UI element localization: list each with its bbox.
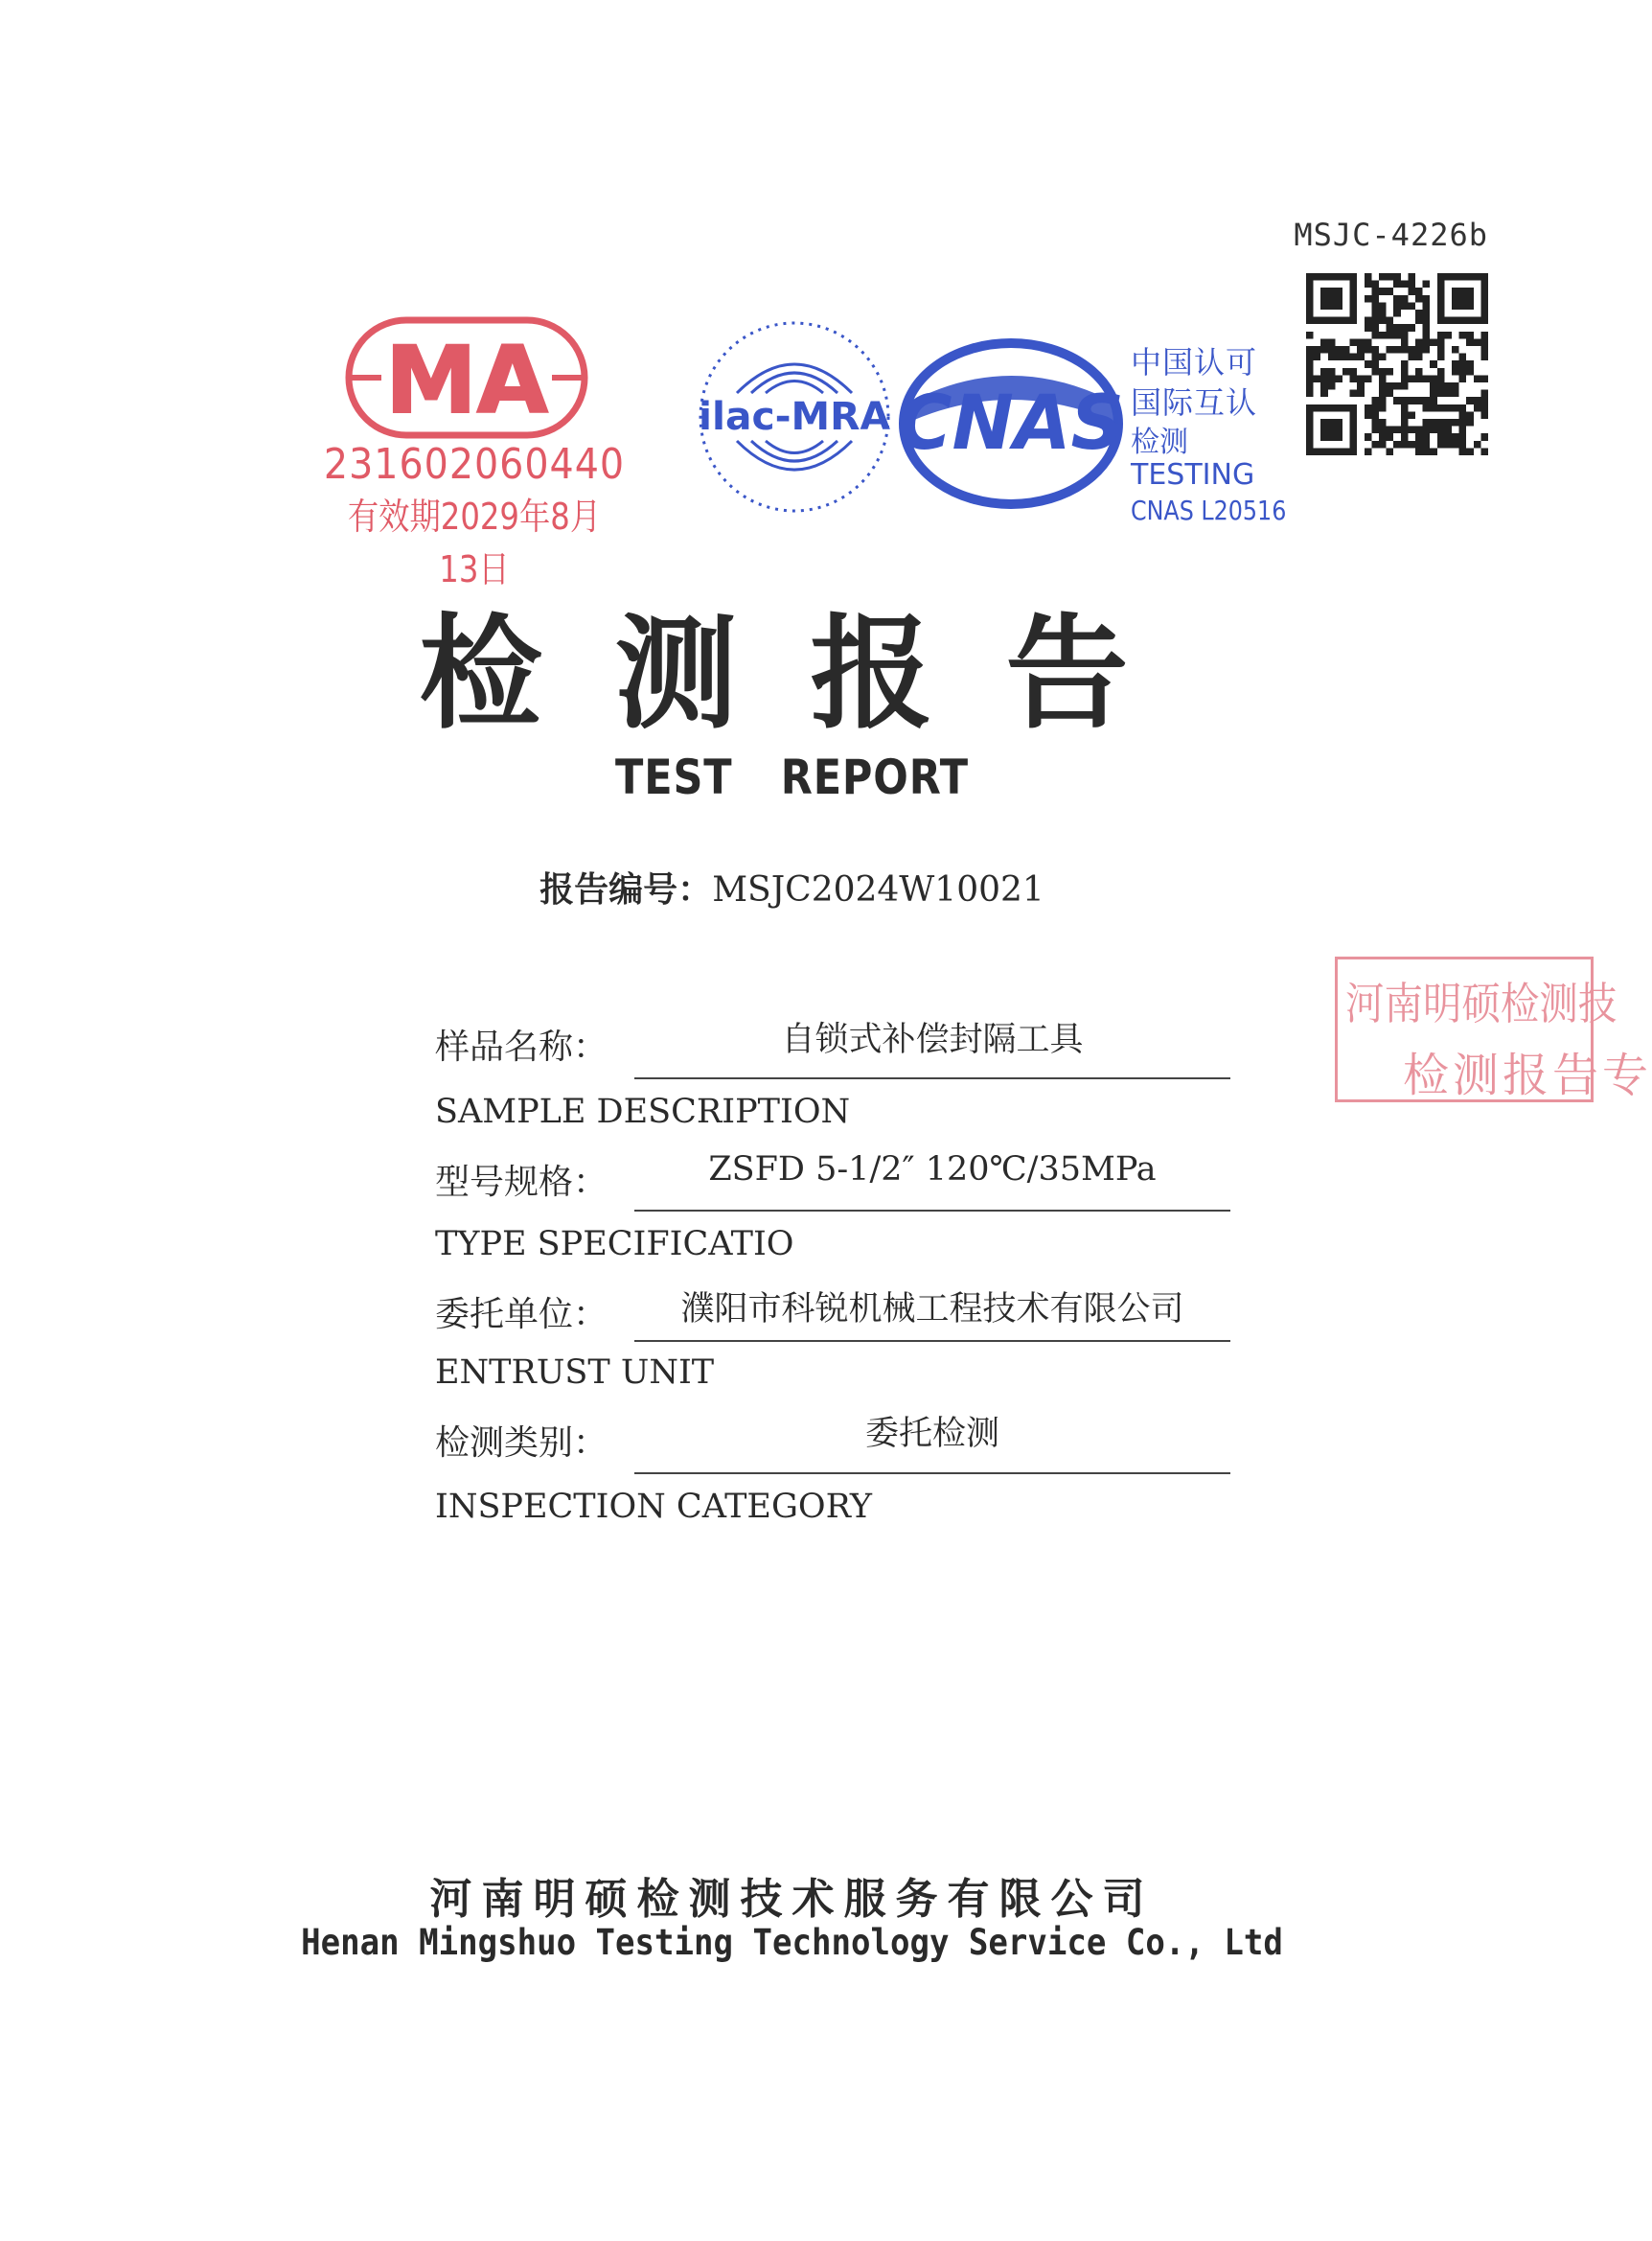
- qr-code-icon: [1306, 272, 1488, 456]
- cma-validity-date: 有效期2029年8月13日: [347, 496, 602, 590]
- entrust-underline: [634, 1340, 1230, 1342]
- report-title-cn: 检测报告: [419, 603, 1202, 746]
- cma-mark-logo: [343, 314, 590, 441]
- report-number: [0, 863, 1584, 912]
- sample-underline: [634, 1077, 1230, 1079]
- ilac-mra-seal-icon: [694, 316, 895, 518]
- entrust-value: 濮阳市科锐机械工程技术有限公司: [680, 1290, 1184, 1328]
- document-code: MSJC-4226b: [1294, 217, 1488, 253]
- sample-label-en: SAMPLE DESCRIPTION: [435, 1093, 851, 1131]
- company-name-en: Henan Mingshuo Testing Technology Service Co., Ltd: [301, 1922, 1283, 1963]
- stamp-line-1: 河南明硕检测技: [1345, 978, 1618, 1029]
- sample-value: 自锁式补偿封隔工具: [781, 1021, 1084, 1059]
- stamp-line-2: 检测报告专: [1403, 1049, 1652, 1102]
- entrust-label-en: ENTRUST UNIT: [435, 1353, 715, 1392]
- cma-mark-letters: MA: [385, 327, 548, 434]
- entrust-label-cn: 委托单位：: [435, 1295, 608, 1334]
- report-number-value: MSJC2024W10021: [712, 870, 1044, 910]
- cma-certificate-number: 231602060440: [323, 440, 626, 489]
- cnas-logo-letters: CNAS: [898, 381, 1124, 467]
- type-value: ZSFD 5-1/2″ 120℃/35MPa: [708, 1150, 1157, 1189]
- cnas-label-line-2: 国际互认: [1131, 384, 1258, 421]
- company-seal-stamp: [1335, 957, 1652, 1102]
- report-title-en: TEST REPORT: [615, 750, 969, 805]
- cnas-accreditation-number: CNAS L20516: [1131, 495, 1287, 526]
- category-label-en: INSPECTION CATEGORY: [435, 1488, 872, 1526]
- category-label-cn: 检测类别：: [435, 1423, 608, 1463]
- cnas-label-line-3: 检测: [1131, 426, 1188, 459]
- type-label-cn: 型号规格：: [435, 1163, 608, 1202]
- category-underline: [634, 1472, 1230, 1474]
- ilac-mra-text: ilac-MRA: [699, 395, 891, 439]
- cnas-label-line-4: TESTING: [1131, 458, 1255, 492]
- company-name-cn: 河南明硕检测技术服务有限公司: [429, 1875, 1155, 1924]
- type-underline: [634, 1210, 1230, 1212]
- category-value: 委托检测: [864, 1415, 999, 1453]
- type-label-en: TYPE SPECIFICATIO: [435, 1225, 794, 1263]
- cnas-label-line-1: 中国认可: [1131, 344, 1258, 381]
- cnas-logo: [896, 337, 1126, 510]
- sample-label-cn: 样品名称：: [435, 1028, 608, 1067]
- report-number-label: 报告编号：: [539, 870, 713, 910]
